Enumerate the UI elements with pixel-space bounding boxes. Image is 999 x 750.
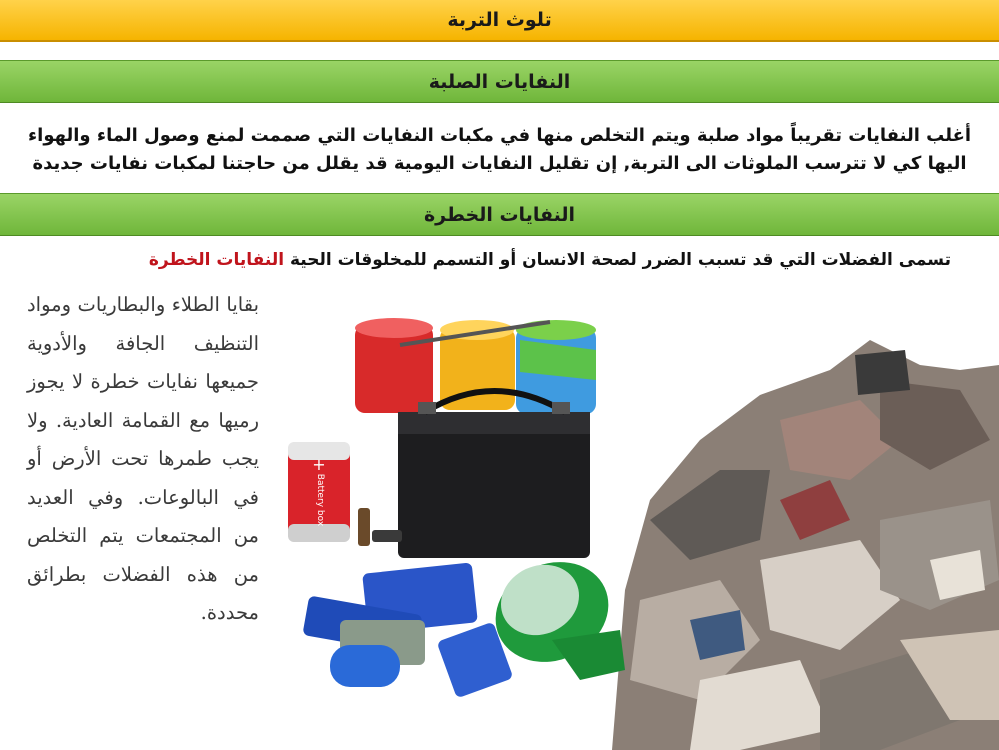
paint-cans-image	[355, 318, 596, 414]
solid-waste-heading: النفايات الصلبة	[428, 70, 571, 93]
car-battery-image	[398, 391, 590, 558]
battery-packs-image	[302, 562, 513, 698]
battery-label: Battery box	[315, 473, 325, 527]
slide-title: تلوث التربة	[447, 9, 552, 31]
svg-text:+: +	[312, 455, 326, 474]
cylinder-battery-image	[288, 442, 402, 546]
solid-waste-line-1: أغلب النفايات تقريباً مواد صلبة ويتم التخلص منها في مكبات النفايات التي صممت لمنع وصول الماء والهواء	[27, 125, 972, 146]
hazardous-body-text: بقايا الطلاء والبطاريات ومواد التنظيف الجافة والأدوية جميعها نفايات خطرة لا يجوز رميها مع القمامة العادية. ولا يجب طمرها تحت الأرض أو في البالوعات. وفي العديد من المجتمعات يتم التخلص من هذه الفضلات بطرائق محددة.	[27, 293, 259, 624]
solid-waste-line-2: اليها كي لا تترسب الملوثات الى التربة, إن تقليل النفايات اليومية قد يقلل من حاجتنا لمكبات نفايات جديدة	[32, 153, 967, 174]
hazardous-waste-heading: النفايات الخطرة	[423, 203, 576, 226]
hazardous-definition-text: تسمى الفضلات التي قد تسبب الضرر لصحة الانسان أو التسمم للمخلوقات الحية	[289, 250, 951, 270]
garbage-pile-image	[612, 340, 999, 750]
hazardous-term: النفايات الخطرة	[148, 250, 285, 270]
